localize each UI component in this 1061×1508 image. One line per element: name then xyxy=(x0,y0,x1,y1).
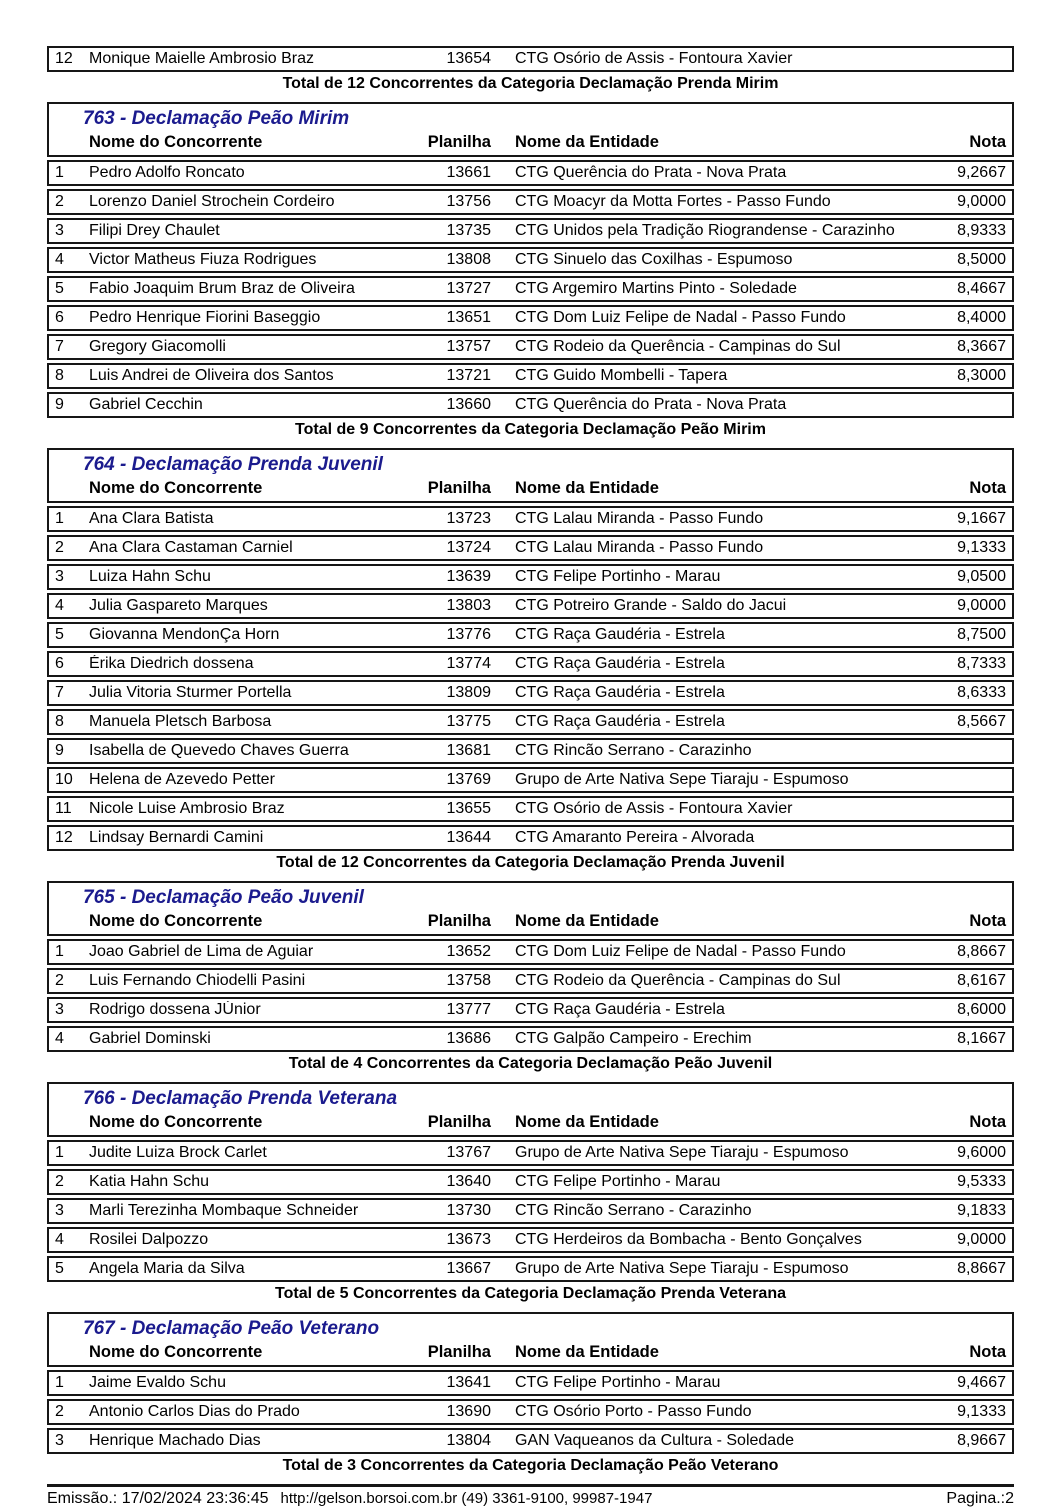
row-nota: 8,7500 xyxy=(957,626,1006,643)
table-row xyxy=(47,305,1014,331)
row-planilha: 13724 xyxy=(446,539,491,556)
section-title: 764 - Declamação Prenda Juvenil xyxy=(83,454,383,475)
row-entity: CTG Osório de Assis - Fontoura Xavier xyxy=(515,50,793,67)
row-number: 9 xyxy=(55,396,64,413)
col-header-planilha: Planilha xyxy=(427,478,491,497)
column-headers xyxy=(55,131,1006,153)
row-name: Julia Vitoria Sturmer Portella xyxy=(89,684,292,701)
row-number: 2 xyxy=(55,1173,64,1190)
row-planilha: 13757 xyxy=(446,338,491,355)
row-planilha: 13667 xyxy=(446,1260,491,1277)
row-planilha: 13727 xyxy=(446,280,491,297)
row-number: 10 xyxy=(55,771,73,788)
row-number: 1 xyxy=(55,164,64,181)
row-entity: Grupo de Arte Nativa Sepe Tiaraju - Espumoso xyxy=(515,1144,849,1161)
row-name: Gregory Giacomolli xyxy=(89,338,226,355)
row-name: Judite Luiza Brock Carlet xyxy=(89,1144,267,1161)
row-entity: CTG Argemiro Martins Pinto - Soledade xyxy=(515,280,797,297)
col-header-entity: Nome da Entidade xyxy=(515,1342,659,1361)
row-entity: CTG Raça Gaudéria - Estrela xyxy=(515,655,725,672)
category-section xyxy=(47,1082,1014,1305)
col-header-nota: Nota xyxy=(969,911,1006,930)
row-name: Julia Gaspareto Marques xyxy=(89,597,268,614)
row-entity: CTG Rodeio da Querência - Campinas do Sul xyxy=(515,972,841,989)
row-number: 4 xyxy=(55,1231,64,1248)
row-number: 3 xyxy=(55,1202,64,1219)
row-planilha: 13681 xyxy=(446,742,491,759)
table-row xyxy=(47,1026,1014,1052)
row-planilha: 13776 xyxy=(446,626,491,643)
row-name: Lorenzo Daniel Strochein Cordeiro xyxy=(89,193,335,210)
row-planilha: 13673 xyxy=(446,1231,491,1248)
table-row xyxy=(47,334,1014,360)
row-nota: 8,6000 xyxy=(957,1001,1006,1018)
table-row xyxy=(47,1227,1014,1253)
category-total-line: Total de 4 Concorrentes da Categoria Declamação Peão Juvenil xyxy=(288,1055,773,1072)
table-row xyxy=(47,651,1014,677)
category-section xyxy=(47,102,1014,441)
row-number: 11 xyxy=(55,800,72,817)
row-nota: 9,6000 xyxy=(957,1144,1006,1161)
section-header xyxy=(47,1082,1014,1137)
col-header-entity: Nome da Entidade xyxy=(515,132,659,151)
row-entity: CTG Sinuelo das Coxilhas - Espumoso xyxy=(515,251,793,268)
row-nota: 9,0000 xyxy=(957,193,1006,210)
row-planilha: 13723 xyxy=(446,510,491,527)
row-name: Nicole Luise Ambrosio Braz xyxy=(89,800,285,817)
row-name: Angela Maria da Silva xyxy=(89,1260,245,1277)
row-nota: 9,1833 xyxy=(957,1202,1006,1219)
row-nota: 9,1333 xyxy=(957,1403,1006,1420)
row-entity: CTG Dom Luiz Felipe de Nadal - Passo Fundo xyxy=(515,943,846,960)
column-headers xyxy=(55,910,1006,932)
col-header-name: Nome do Concorrente xyxy=(89,1342,263,1361)
row-planilha: 13641 xyxy=(446,1374,491,1391)
row-number: 1 xyxy=(55,1374,64,1391)
category-section xyxy=(47,881,1014,1075)
col-header-planilha: Planilha xyxy=(427,132,491,151)
col-header-planilha: Planilha xyxy=(427,1342,491,1361)
row-entity: CTG Felipe Portinho - Marau xyxy=(515,1374,721,1391)
table-row-continuation xyxy=(47,46,1014,72)
table-row xyxy=(47,1399,1014,1425)
row-planilha: 13660 xyxy=(446,396,491,413)
row-nota: 8,8667 xyxy=(957,1260,1006,1277)
row-planilha: 13735 xyxy=(446,222,491,239)
section-title: 766 - Declamação Prenda Veterana xyxy=(83,1088,398,1109)
row-name: Manuela Pletsch Barbosa xyxy=(89,713,272,730)
row-entity: CTG Rincão Serrano - Carazinho xyxy=(515,1202,752,1219)
table-row xyxy=(47,218,1014,244)
row-number: 1 xyxy=(55,1144,64,1161)
row-number: 8 xyxy=(55,367,64,384)
section-header xyxy=(47,1312,1014,1367)
row-planilha: 13686 xyxy=(446,1030,491,1047)
row-number: 5 xyxy=(55,1260,64,1277)
row-planilha: 13652 xyxy=(446,943,491,960)
row-entity: CTG Dom Luiz Felipe de Nadal - Passo Fundo xyxy=(515,309,846,326)
row-nota: 8,3667 xyxy=(957,338,1006,355)
row-number: 12 xyxy=(55,829,73,846)
row-planilha: 13661 xyxy=(446,164,491,181)
row-nota: 9,1667 xyxy=(957,510,1006,527)
row-number: 3 xyxy=(55,568,64,585)
column-headers xyxy=(55,477,1006,499)
row-entity: CTG Raça Gaudéria - Estrela xyxy=(515,626,725,643)
col-header-name: Nome do Concorrente xyxy=(89,478,263,497)
section-rows xyxy=(47,1140,1014,1282)
row-name: Ana Clara Castaman Carniel xyxy=(89,539,293,556)
row-entity: CTG Raça Gaudéria - Estrela xyxy=(515,684,725,701)
col-header-name: Nome do Concorrente xyxy=(89,132,263,151)
col-header-name: Nome do Concorrente xyxy=(89,1112,263,1131)
table-row xyxy=(47,535,1014,561)
row-planilha: 13655 xyxy=(446,800,491,817)
row-planilha: 13644 xyxy=(446,829,491,846)
category-total-line: Total de 5 Concorrentes da Categoria Declamação Prenda Veterana xyxy=(275,1285,786,1302)
table-row xyxy=(47,247,1014,273)
section-rows xyxy=(47,160,1014,418)
row-number: 3 xyxy=(55,1001,64,1018)
row-nota: 8,1667 xyxy=(957,1030,1006,1047)
row-nota: 8,3000 xyxy=(957,367,1006,384)
table-row xyxy=(47,392,1014,418)
row-number: 12 xyxy=(55,50,73,67)
row-nota: 8,4667 xyxy=(957,280,1006,297)
row-planilha: 13775 xyxy=(446,713,491,730)
column-headers xyxy=(55,1111,1006,1133)
row-name: Rodrigo dossena JÚnior xyxy=(89,1001,261,1018)
row-name: Pedro Adolfo Roncato xyxy=(89,164,245,181)
row-entity: CTG Guido Mombelli - Tapera xyxy=(515,367,728,384)
row-number: 4 xyxy=(55,1030,64,1047)
table-row xyxy=(47,1198,1014,1224)
row-nota: 9,4667 xyxy=(957,1374,1006,1391)
table-row xyxy=(47,1256,1014,1282)
sections-container xyxy=(47,102,1014,1477)
row-entity: CTG Raça Gaudéria - Estrela xyxy=(515,713,725,730)
table-row xyxy=(47,189,1014,215)
row-entity: CTG Felipe Portinho - Marau xyxy=(515,568,721,585)
category-total-line: Total de 3 Concorrentes da Categoria Declamação Peão Veterano xyxy=(282,1457,779,1474)
row-entity: CTG Herdeiros da Bombacha - Bento Gonçalves xyxy=(515,1231,862,1248)
row-nota: 9,0000 xyxy=(957,597,1006,614)
row-planilha: 13651 xyxy=(446,309,491,326)
row-nota: 9,0500 xyxy=(957,568,1006,585)
section-title: 765 - Declamação Peão Juvenil xyxy=(83,887,364,908)
row-planilha: 13639 xyxy=(446,568,491,585)
row-entity: Grupo de Arte Nativa Sepe Tiaraju - Espumoso xyxy=(515,771,849,788)
table-row xyxy=(47,506,1014,532)
row-name: Gabriel Dominski xyxy=(89,1030,211,1047)
emission-timestamp: Emissão.: 17/02/2024 23:36:45 xyxy=(47,1490,269,1507)
row-name: Antonio Carlos Dias do Prado xyxy=(89,1403,300,1420)
table-row xyxy=(47,593,1014,619)
row-entity: CTG Lalau Miranda - Passo Fundo xyxy=(515,539,764,556)
row-entity: Grupo de Arte Nativa Sepe Tiaraju - Espumoso xyxy=(515,1260,849,1277)
row-entity: CTG Amaranto Pereira - Alvorada xyxy=(515,829,755,846)
col-header-entity: Nome da Entidade xyxy=(515,1112,659,1131)
page-number: Pagina.:2 xyxy=(946,1490,1014,1507)
row-name: Giovanna MendonÇa Horn xyxy=(89,626,280,643)
row-name: Gabriel Cecchin xyxy=(89,396,203,413)
table-row xyxy=(47,825,1014,851)
table-row xyxy=(47,709,1014,735)
row-entity: CTG Rodeio da Querência - Campinas do Sul xyxy=(515,338,841,355)
col-header-entity: Nome da Entidade xyxy=(515,478,659,497)
row-number: 8 xyxy=(55,713,64,730)
row-entity: CTG Raça Gaudéria - Estrela xyxy=(515,1001,725,1018)
category-section xyxy=(47,448,1014,874)
row-nota: 9,2667 xyxy=(957,164,1006,181)
row-name: Luiza Hahn Schu xyxy=(89,568,211,585)
row-entity: CTG Rincão Serrano - Carazinho xyxy=(515,742,752,759)
row-entity: CTG Felipe Portinho - Marau xyxy=(515,1173,721,1190)
row-planilha: 13756 xyxy=(446,193,491,210)
table-row xyxy=(47,1428,1014,1454)
table-row xyxy=(47,738,1014,764)
table-row xyxy=(47,968,1014,994)
table-row xyxy=(47,564,1014,590)
row-number: 3 xyxy=(55,222,64,239)
row-nota: 8,9333 xyxy=(957,222,1006,239)
row-nota: 8,9667 xyxy=(957,1432,1006,1449)
row-name: Jaime Evaldo Schu xyxy=(89,1374,226,1391)
table-row xyxy=(47,363,1014,389)
col-header-name: Nome do Concorrente xyxy=(89,911,263,930)
row-name: Lindsay Bernardi Camini xyxy=(89,829,264,846)
row-name: Helena de Azevedo Petter xyxy=(89,771,275,788)
row-planilha: 13767 xyxy=(446,1144,491,1161)
row-number: 4 xyxy=(55,597,64,614)
footer-site-contact: http://gelson.borsoi.com.br (49) 3361-9100, 99987-1947 xyxy=(280,1490,653,1507)
row-planilha: 13721 xyxy=(446,367,491,384)
table-row xyxy=(47,1140,1014,1166)
row-name: Monique Maielle Ambrosio Braz xyxy=(89,50,314,67)
row-planilha: 13809 xyxy=(446,684,491,701)
row-nota: 8,6333 xyxy=(957,684,1006,701)
row-entity: CTG Osório Porto - Passo Fundo xyxy=(515,1403,752,1420)
col-header-entity: Nome da Entidade xyxy=(515,911,659,930)
row-nota: 8,5667 xyxy=(957,713,1006,730)
row-name: Ana Clara Batista xyxy=(89,510,214,527)
section-header xyxy=(47,881,1014,936)
col-header-nota: Nota xyxy=(969,478,1006,497)
row-entity: CTG Querência do Prata - Nova Prata xyxy=(515,164,787,181)
table-row xyxy=(47,939,1014,965)
row-nota: 8,7333 xyxy=(957,655,1006,672)
row-number: 3 xyxy=(55,1432,64,1449)
row-name: Victor Matheus Fiuza Rodrigues xyxy=(89,251,317,268)
section-title: 767 - Declamação Peão Veterano xyxy=(83,1318,380,1339)
category-total-line: Total de 12 Concorrentes da Categoria Declamação Prenda Juvenil xyxy=(276,854,785,871)
page-footer xyxy=(47,1484,1014,1508)
row-planilha: 13777 xyxy=(446,1001,491,1018)
row-name: Marli Terezinha Mombaque Schneider xyxy=(89,1202,359,1219)
table-row xyxy=(47,767,1014,793)
col-header-nota: Nota xyxy=(969,132,1006,151)
section-rows xyxy=(47,939,1014,1052)
section-header xyxy=(47,102,1014,157)
row-name: Henrique Machado Dias xyxy=(89,1432,261,1449)
col-header-nota: Nota xyxy=(969,1112,1006,1131)
table-row xyxy=(47,1169,1014,1195)
row-entity: CTG Lalau Miranda - Passo Fundo xyxy=(515,510,764,527)
column-headers xyxy=(55,1341,1006,1363)
section-header xyxy=(47,448,1014,503)
row-name: Fabio Joaquim Brum Braz de Oliveira xyxy=(89,280,355,297)
row-planilha: 13769 xyxy=(446,771,491,788)
row-name: Luis Fernando Chiodelli Pasini xyxy=(89,972,306,989)
row-planilha: 13803 xyxy=(446,597,491,614)
category-total-line: Total de 12 Concorrentes da Categoria Declamação Prenda Mirim xyxy=(282,75,779,92)
row-entity: CTG Querência do Prata - Nova Prata xyxy=(515,396,787,413)
row-planilha: 13640 xyxy=(446,1173,491,1190)
row-name: Érika Diedrich dossena xyxy=(89,655,254,672)
category-total-line: Total de 9 Concorrentes da Categoria Declamação Peão Mirim xyxy=(295,421,766,438)
table-row xyxy=(47,1370,1014,1396)
col-header-planilha: Planilha xyxy=(427,911,491,930)
col-header-planilha: Planilha xyxy=(427,1112,491,1131)
row-number: 5 xyxy=(55,626,64,643)
col-header-nota: Nota xyxy=(969,1342,1006,1361)
row-planilha: 13808 xyxy=(446,251,491,268)
row-entity: CTG Osório de Assis - Fontoura Xavier xyxy=(515,800,793,817)
table-row xyxy=(47,160,1014,186)
row-name: Filipi Drey Chaulet xyxy=(89,222,220,239)
row-number: 2 xyxy=(55,539,64,556)
section-title: 763 - Declamação Peão Mirim xyxy=(83,108,350,129)
row-number: 1 xyxy=(55,943,64,960)
row-entity: CTG Unidos pela Tradição Riograndense - Carazinho xyxy=(515,222,895,239)
row-nota: 9,5333 xyxy=(957,1173,1006,1190)
row-number: 2 xyxy=(55,193,64,210)
row-number: 5 xyxy=(55,280,64,297)
row-planilha: 13804 xyxy=(446,1432,491,1449)
section-rows xyxy=(47,506,1014,851)
row-nota: 8,8667 xyxy=(957,943,1006,960)
row-name: Pedro Henrique Fiorini Baseggio xyxy=(89,309,321,326)
row-number: 6 xyxy=(55,309,64,326)
row-planilha: 13654 xyxy=(446,50,491,67)
table-row xyxy=(47,276,1014,302)
row-number: 7 xyxy=(55,338,64,355)
row-nota: 9,1333 xyxy=(957,539,1006,556)
row-planilha: 13690 xyxy=(446,1403,491,1420)
row-number: 2 xyxy=(55,1403,64,1420)
row-planilha: 13758 xyxy=(446,972,491,989)
row-name: Rosilei Dalpozzo xyxy=(89,1231,209,1248)
row-entity: CTG Potreiro Grande - Saldo do Jacui xyxy=(515,597,787,614)
row-name: Isabella de Quevedo Chaves Guerra xyxy=(89,742,349,759)
row-name: Katia Hahn Schu xyxy=(89,1173,210,1190)
row-entity: CTG Galpão Campeiro - Erechim xyxy=(515,1030,752,1047)
table-row xyxy=(47,622,1014,648)
row-number: 4 xyxy=(55,251,64,268)
row-nota: 8,6167 xyxy=(957,972,1006,989)
row-name: Joao Gabriel de Lima de Aguiar xyxy=(89,943,314,960)
table-row xyxy=(47,680,1014,706)
row-number: 6 xyxy=(55,655,64,672)
table-row xyxy=(47,997,1014,1023)
row-entity: GAN Vaqueanos da Cultura - Soledade xyxy=(515,1432,794,1449)
row-number: 9 xyxy=(55,742,64,759)
row-entity: CTG Moacyr da Motta Fortes - Passo Fundo xyxy=(515,193,831,210)
category-section xyxy=(47,1312,1014,1477)
section-rows xyxy=(47,1370,1014,1454)
row-nota: 8,4000 xyxy=(957,309,1006,326)
table-row xyxy=(47,796,1014,822)
row-name: Luis Andrei de Oliveira dos Santos xyxy=(89,367,334,384)
row-number: 1 xyxy=(55,510,64,527)
row-planilha: 13730 xyxy=(446,1202,491,1219)
row-nota: 9,0000 xyxy=(957,1231,1006,1248)
row-number: 7 xyxy=(55,684,64,701)
row-number: 2 xyxy=(55,972,64,989)
row-planilha: 13774 xyxy=(446,655,491,672)
row-nota: 8,5000 xyxy=(957,251,1006,268)
